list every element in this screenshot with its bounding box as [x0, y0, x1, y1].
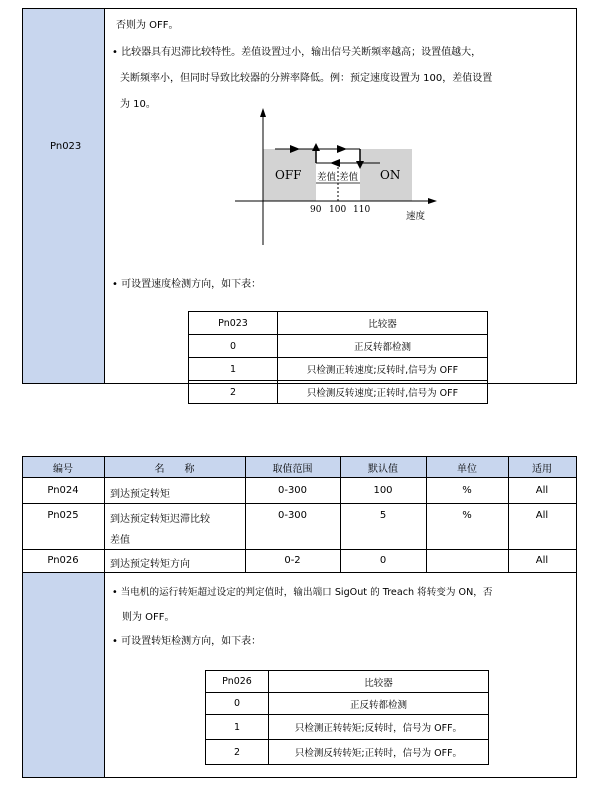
row-applies: All	[535, 510, 549, 521]
col-header-range: 取值范围	[272, 464, 313, 475]
row-unit: %	[462, 485, 472, 496]
row-default: 100	[373, 485, 393, 496]
table-header: Pn023	[189, 312, 278, 335]
table-cell: 1	[206, 715, 269, 740]
pn026-desc-line3: • 可设置转矩检测方向，如下表：	[112, 636, 262, 647]
col-header-unit: 单位	[457, 464, 477, 475]
row-unit: %	[462, 510, 472, 521]
row-name-cont: 差值	[110, 535, 130, 546]
row-id: Pn025	[47, 510, 79, 521]
table-cell: 2	[189, 381, 278, 404]
hysteresis-diagram	[230, 105, 460, 250]
table-cell: 只检测正转速度;反转时,信号为 OFF	[278, 358, 488, 381]
col-header-id: 编号	[53, 464, 73, 475]
table-cell: 只检测正转转矩;反转时，信号为 OFF。	[269, 715, 489, 740]
tick-90: 90	[310, 205, 322, 215]
off-label: OFF	[275, 168, 302, 182]
table-cell: 1	[189, 358, 278, 381]
pn023-bullet1-line1: • 比较器具有迟滞比较特性。差值设置过小，输出信号关断频率越高；设置值越大，	[112, 47, 482, 58]
row-default: 0	[379, 555, 387, 566]
pn026-direction-table	[205, 670, 489, 765]
arrow-up	[312, 143, 320, 151]
pn023-code-cell	[22, 8, 104, 383]
row-id: Pn024	[47, 485, 79, 496]
vertical-axis-arrow	[260, 108, 266, 117]
pn026-desc-line1: • 当电机的运行转矩超过设定的判定值时，输出端口 SigOut 的 Treach 将转变为 ON，否	[112, 587, 493, 598]
tick-100: 100	[329, 205, 347, 215]
table-cell: 0	[206, 693, 269, 715]
table-cell: 2	[206, 740, 269, 765]
tick-110: 110	[353, 205, 371, 215]
row-range: 0-2	[284, 555, 301, 566]
pn023-bullet1-line3: 为 10。	[120, 99, 156, 110]
table-header: 比较器	[269, 671, 489, 693]
speed-axis-label: 速度	[406, 211, 426, 222]
col-header-name: 名 称	[154, 464, 195, 475]
diff-label-1: 差值	[317, 172, 337, 183]
row-name: 到达预定转矩迟滞比较	[110, 514, 210, 525]
row-name: 到达预定转矩	[110, 489, 170, 500]
on-label: ON	[380, 168, 401, 182]
row-id: Pn026	[47, 555, 79, 566]
pn023-text-line1: 否则为 OFF。	[116, 20, 179, 31]
table-cell: 正反转都检测	[278, 335, 488, 358]
row-applies: All	[535, 485, 549, 496]
row-range: 0-300	[277, 485, 308, 496]
pn023-bullet1-line2: 关断频率小，但同时导致比较器的分辨率降低。例：预定速度设置为 100，差值设置	[120, 73, 493, 84]
pn023-direction-table	[188, 311, 488, 404]
row-applies: All	[535, 555, 549, 566]
table-cell: 正反转都检测	[269, 693, 489, 715]
table-header: Pn026	[206, 671, 269, 693]
pn026-desc-line2: 则为 OFF。	[122, 612, 175, 623]
table-cell: 只检测反转速度;正转时,信号为 OFF	[278, 381, 488, 404]
row-name: 到达预定转矩方向	[110, 559, 190, 570]
table-cell: 0	[189, 335, 278, 358]
row-range: 0-300	[277, 510, 308, 521]
pn023-code: Pn023	[50, 141, 82, 152]
col-header-applies: 适用	[532, 464, 552, 475]
table-cell: 只检测反转转矩;正转时，信号为 OFF。	[269, 740, 489, 765]
diff-label-2: 差值	[339, 172, 359, 183]
col-header-default: 默认值	[368, 464, 398, 475]
arrow-right-2	[337, 145, 347, 153]
speed-axis-arrow	[428, 198, 437, 204]
row-default: 5	[379, 510, 387, 521]
table-header: 比较器	[278, 312, 488, 335]
pn023-bullet2: • 可设置速度检测方向，如下表：	[112, 279, 262, 290]
